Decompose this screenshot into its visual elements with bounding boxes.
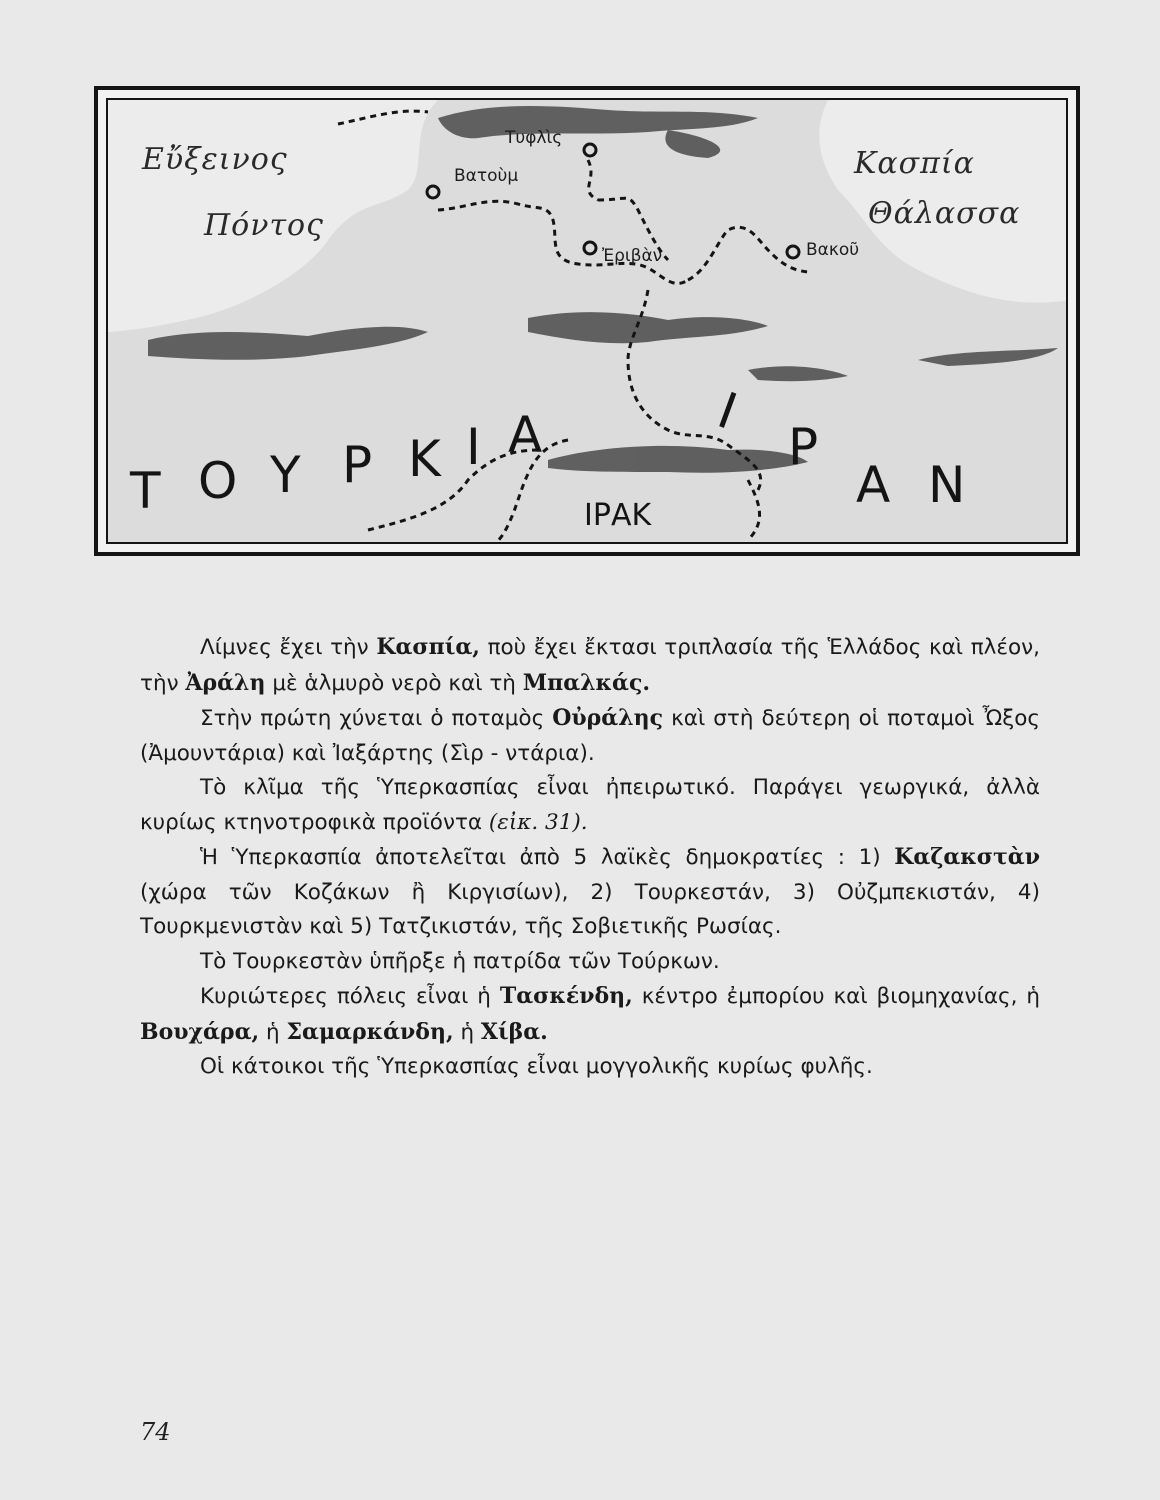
caspian-sea-label-2: Θάλασσα — [868, 196, 1021, 231]
p5-run-0: Τὸ Τουρκεστὰν ὑπῆρξε ἡ πατρίδα τῶν Τούρκων. — [200, 948, 720, 974]
city-batum: Βατοὺμ — [454, 166, 519, 186]
body-text — [140, 630, 1040, 1085]
p1-run-1: Κασπία, — [376, 634, 480, 660]
page-number: 74 — [140, 1418, 171, 1446]
iran-letter-2: Ρ — [788, 418, 819, 476]
paragraph-inhabitants — [140, 1050, 1040, 1085]
p2-run-1: Οὐράλης — [552, 705, 664, 731]
iran-letter-4: Ν — [928, 456, 966, 514]
p1-run-5: Μπαλκάς. — [522, 669, 651, 696]
iraq-label: ΙΡΑΚ — [584, 498, 652, 533]
p6-run-4: ἡ — [259, 1019, 287, 1045]
p7-run-0: Οἱ κάτοικοι τῆς Ὑπερκασπίας εἶναι μογγολικῆς κυρίως φυλῆς. — [200, 1054, 873, 1079]
paragraph-turkestan — [140, 945, 1040, 980]
p4-run-2: (χώρα τῶν Κοζάκων ἢ Κιργισίων), 2) Τουρκεστάν, 3) Οὐζμπεκιστάν, 4) Τουρκμενιστὰν καὶ 5) Τατζικιστάν, τῆς Σοβιετικῆς Ρωσίας. — [140, 879, 1040, 939]
turkey-letter-6: Ι — [466, 418, 481, 476]
iran-letter-3: Α — [856, 456, 891, 514]
black-sea-label-1: Εὔξεινος — [142, 142, 288, 177]
city-erivan: Ἐριβὰν — [602, 246, 663, 266]
paragraph-rivers — [140, 701, 1040, 771]
turkey-letter-4: Ρ — [342, 436, 373, 494]
p1-run-4: μὲ ἁλμυρὸ νερὸ καὶ τὴ — [265, 670, 523, 696]
paragraph-climate — [140, 771, 1040, 840]
p3-run-1: (εἰκ. 31). — [488, 809, 588, 835]
p6-run-2: κέντρο ἐμπορίου καὶ βιομηχανίας, ἡ — [632, 984, 1040, 1009]
city-tiflis: Τυφλὶς — [505, 128, 563, 148]
p6-run-3: Βουχάρα, — [140, 1018, 260, 1045]
p6-run-1: Τασκένδη, — [499, 983, 633, 1009]
paragraph-lakes — [140, 630, 1040, 701]
turkey-letter-5: Κ — [408, 430, 441, 488]
p6-run-5: Σαμαρκάνδη, — [286, 1018, 454, 1045]
paragraph-republics — [140, 840, 1040, 945]
p6-run-0: Κυριώτερες πόλεις εἶναι ἡ — [200, 984, 500, 1009]
p6-run-7: Χίβα. — [480, 1018, 548, 1045]
iran-letter-1: Ι — [710, 381, 745, 441]
p3-run-0: Τὸ κλῖμα τῆς Ὑπερκασπίας εἶναι ἠπειρωτικό. Παράγει γεωργικά, ἀλλὰ κυρίως κτηνοτροφικὰ προϊόντα — [140, 775, 1040, 835]
turkey-letter-2: Ο — [198, 452, 238, 510]
turkey-letter-3: Υ — [270, 446, 301, 504]
black-sea-label-2: Πόντος — [204, 208, 324, 243]
p4-run-1: Καζακστὰν — [894, 844, 1040, 870]
p1-run-2: ποὺ ἔχει ἔκτασι τριπλασία τῆς Ἑλλάδος καὶ πλέον, τὴν — [140, 635, 1040, 696]
caspian-sea-label-1: Κασπία — [854, 146, 975, 181]
turkey-letter-7: Α — [508, 406, 543, 464]
p1-run-3: Ἀράλη — [185, 669, 266, 696]
paragraph-cities — [140, 979, 1040, 1050]
city-baku: Βακοῦ — [806, 240, 860, 260]
map-area — [106, 98, 1068, 544]
turkey-letter-1: Τ — [130, 462, 161, 520]
p6-run-6: ἡ — [453, 1019, 481, 1045]
p1-run-0: Λίμνες ἔχει τὴν — [200, 635, 377, 660]
p2-run-2: καὶ στὴ δεύτερη οἱ ποταμοὶ Ὦξος (Ἀμουντάρια) καὶ Ἰαξάρτης (Σὶρ - ντάρια). — [140, 706, 1040, 766]
map-figure — [94, 86, 1080, 556]
p4-run-0: Ἡ Ὑπερκασπία ἀποτελεῖται ἀπὸ 5 λαϊκὲς δημοκρατίες : 1) — [200, 845, 895, 870]
p2-run-0: Στὴν πρώτη χύνεται ὁ ποταμὸς — [200, 706, 553, 731]
